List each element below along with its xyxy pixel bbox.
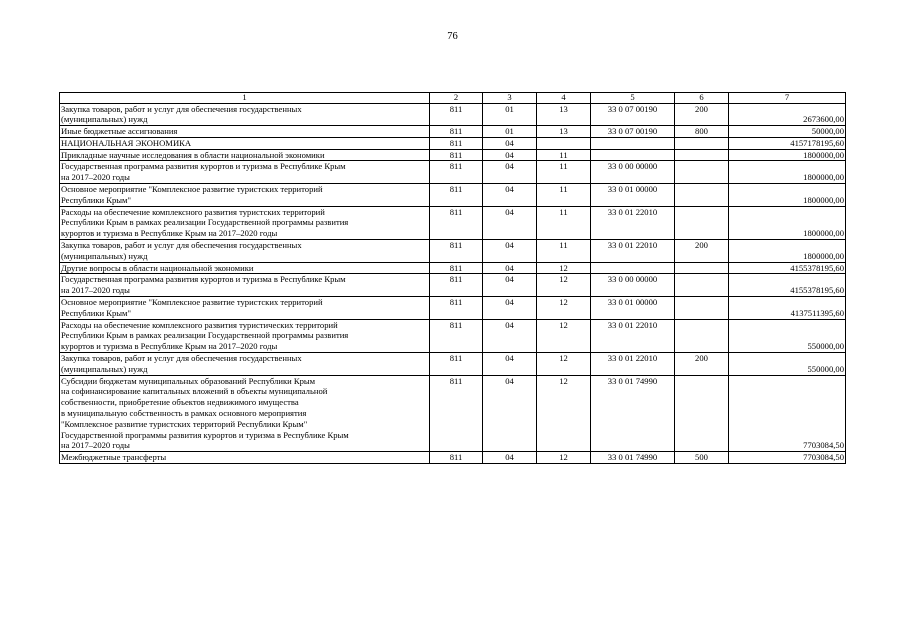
- col-header-2: 2: [430, 93, 483, 104]
- row-name: Государственная программа развития курортов и туризма в Республике Крым на 2017–2020 годы: [60, 161, 430, 184]
- row-amount: 4155378195,60: [729, 274, 846, 297]
- row-name: Субсидии бюджетам муниципальных образований Республики Крым на софинансирование капитальных вложений в объекты муниципальной собственности, приобретение объектов недвижимого имущества в муниципальную собственность в рамках основного мероприятия "Комплексное развитие туристских территорий Республики Крым" Государственной программы развития курортов и туризма в Республике Крым на 2017–2020 годы: [60, 375, 430, 452]
- row-code-expense-type: [675, 297, 729, 320]
- row-code-ministry: 811: [430, 319, 483, 352]
- row-code-subsection: 12: [537, 262, 591, 274]
- col-header-5: 5: [591, 93, 675, 104]
- row-code-target: 33 0 01 22010: [591, 353, 675, 376]
- table-row: [60, 297, 846, 320]
- row-code-expense-type: [675, 319, 729, 352]
- row-code-ministry: 811: [430, 452, 483, 464]
- row-code-subsection: 12: [537, 375, 591, 452]
- row-code-section: 04: [483, 452, 537, 464]
- row-code-section: 04: [483, 375, 537, 452]
- row-code-subsection: 11: [537, 184, 591, 207]
- row-code-ministry: 811: [430, 184, 483, 207]
- row-code-expense-type: [675, 137, 729, 149]
- row-code-target: 33 0 01 22010: [591, 206, 675, 239]
- row-amount: 50000,00: [729, 126, 846, 138]
- row-code-target: 33 0 01 74990: [591, 452, 675, 464]
- row-code-expense-type: [675, 184, 729, 207]
- row-code-target: 33 0 01 74990: [591, 375, 675, 452]
- row-amount: 4137511395,60: [729, 297, 846, 320]
- row-code-expense-type: [675, 375, 729, 452]
- table-row: [60, 262, 846, 274]
- row-name: Закупка товаров, работ и услуг для обеспечения государственных (муниципальных) нужд: [60, 353, 430, 376]
- row-code-ministry: 811: [430, 149, 483, 161]
- table-row: [60, 319, 846, 352]
- row-name: Закупка товаров, работ и услуг для обеспечения государственных (муниципальных) нужд: [60, 240, 430, 263]
- row-amount: 4157178195,60: [729, 137, 846, 149]
- row-code-target: 33 0 01 00000: [591, 297, 675, 320]
- table-row: [60, 452, 846, 464]
- row-code-ministry: 811: [430, 137, 483, 149]
- row-code-target: 33 0 01 22010: [591, 319, 675, 352]
- row-amount: 1800000,00: [729, 161, 846, 184]
- row-amount: 1800000,00: [729, 184, 846, 207]
- row-code-target: [591, 149, 675, 161]
- row-code-section: 04: [483, 240, 537, 263]
- row-code-subsection: 11: [537, 206, 591, 239]
- budget-table: [59, 92, 846, 464]
- row-code-section: 04: [483, 274, 537, 297]
- row-amount: 550000,00: [729, 353, 846, 376]
- row-code-ministry: 811: [430, 240, 483, 263]
- row-code-section: 04: [483, 353, 537, 376]
- row-amount: 1800000,00: [729, 206, 846, 239]
- row-name: НАЦИОНАЛЬНАЯ ЭКОНОМИКА: [60, 137, 430, 149]
- table-row: [60, 126, 846, 138]
- row-code-ministry: 811: [430, 274, 483, 297]
- row-code-subsection: 11: [537, 149, 591, 161]
- row-code-target: 33 0 07 00190: [591, 103, 675, 126]
- row-code-expense-type: 500: [675, 452, 729, 464]
- row-code-section: 04: [483, 149, 537, 161]
- row-name: Прикладные научные исследования в области национальной экономики: [60, 149, 430, 161]
- col-header-4: 4: [537, 93, 591, 104]
- row-code-subsection: 13: [537, 103, 591, 126]
- row-code-target: 33 0 00 00000: [591, 161, 675, 184]
- row-code-ministry: 811: [430, 375, 483, 452]
- row-code-section: 04: [483, 319, 537, 352]
- row-code-expense-type: [675, 262, 729, 274]
- row-name: Другие вопросы в области национальной экономики: [60, 262, 430, 274]
- row-name: Закупка товаров, работ и услуг для обеспечения государственных (муниципальных) нужд: [60, 103, 430, 126]
- row-code-subsection: [537, 137, 591, 149]
- row-code-ministry: 811: [430, 206, 483, 239]
- row-code-section: 04: [483, 184, 537, 207]
- row-code-section: 04: [483, 262, 537, 274]
- row-name: Государственная программа развития курортов и туризма в Республике Крым на 2017–2020 годы: [60, 274, 430, 297]
- row-code-expense-type: 200: [675, 353, 729, 376]
- row-code-section: 04: [483, 206, 537, 239]
- table-row: [60, 137, 846, 149]
- row-code-ministry: 811: [430, 353, 483, 376]
- row-code-section: 04: [483, 137, 537, 149]
- row-code-subsection: 12: [537, 353, 591, 376]
- row-code-ministry: 811: [430, 126, 483, 138]
- row-code-expense-type: [675, 274, 729, 297]
- row-amount: 2673600,00: [729, 103, 846, 126]
- row-code-section: 01: [483, 126, 537, 138]
- table-row: [60, 240, 846, 263]
- row-code-subsection: 11: [537, 240, 591, 263]
- row-code-ministry: 811: [430, 262, 483, 274]
- row-code-target: 33 0 07 00190: [591, 126, 675, 138]
- col-header-3: 3: [483, 93, 537, 104]
- page-number: 76: [447, 31, 458, 42]
- row-name: Основное мероприятие "Комплексное развитие туристских территорий Республики Крым": [60, 184, 430, 207]
- col-header-1: 1: [60, 93, 430, 104]
- row-code-expense-type: [675, 149, 729, 161]
- table-row: [60, 375, 846, 452]
- row-code-expense-type: 200: [675, 103, 729, 126]
- col-header-7: 7: [729, 93, 846, 104]
- row-name: Иные бюджетные ассигнования: [60, 126, 430, 138]
- row-name: Расходы на обеспечение комплексного развития туристических территорий Республики Крым в рамках реализации Государственной программы развития курортов и туризма в Республике Крым на 2017–2020 годы: [60, 319, 430, 352]
- row-name: Основное мероприятие "Комплексное развитие туристских территорий Республики Крым": [60, 297, 430, 320]
- row-code-expense-type: 800: [675, 126, 729, 138]
- row-code-expense-type: 200: [675, 240, 729, 263]
- row-code-target: 33 0 00 00000: [591, 274, 675, 297]
- row-name: Расходы на обеспечение комплексного развития туристских территорий Республики Крым в рамках реализации Государственной программы развития курортов и туризма в Республике Крым на 2017–2020 годы: [60, 206, 430, 239]
- row-name: Межбюджетные трансферты: [60, 452, 430, 464]
- row-code-section: 04: [483, 161, 537, 184]
- row-amount: 550000,00: [729, 319, 846, 352]
- table-row: [60, 103, 846, 126]
- table-row: [60, 274, 846, 297]
- row-code-subsection: 13: [537, 126, 591, 138]
- table-header-row: [60, 93, 846, 104]
- row-code-subsection: 12: [537, 452, 591, 464]
- row-amount: 7703084,50: [729, 375, 846, 452]
- row-code-target: 33 0 01 00000: [591, 184, 675, 207]
- row-code-subsection: 12: [537, 274, 591, 297]
- row-code-subsection: 11: [537, 161, 591, 184]
- row-amount: 7703084,50: [729, 452, 846, 464]
- table-row: [60, 161, 846, 184]
- row-amount: 4155378195,60: [729, 262, 846, 274]
- row-code-subsection: 12: [537, 297, 591, 320]
- row-code-ministry: 811: [430, 103, 483, 126]
- row-amount: 1800000,00: [729, 240, 846, 263]
- table-row: [60, 206, 846, 239]
- row-code-expense-type: [675, 206, 729, 239]
- row-code-section: 01: [483, 103, 537, 126]
- row-code-target: 33 0 01 22010: [591, 240, 675, 263]
- row-code-target: [591, 262, 675, 274]
- row-code-ministry: 811: [430, 297, 483, 320]
- table-row: [60, 353, 846, 376]
- col-header-6: 6: [675, 93, 729, 104]
- row-code-section: 04: [483, 297, 537, 320]
- table-row: [60, 184, 846, 207]
- row-code-ministry: 811: [430, 161, 483, 184]
- table-row: [60, 149, 846, 161]
- row-code-subsection: 12: [537, 319, 591, 352]
- row-amount: 1800000,00: [729, 149, 846, 161]
- row-code-target: [591, 137, 675, 149]
- row-code-expense-type: [675, 161, 729, 184]
